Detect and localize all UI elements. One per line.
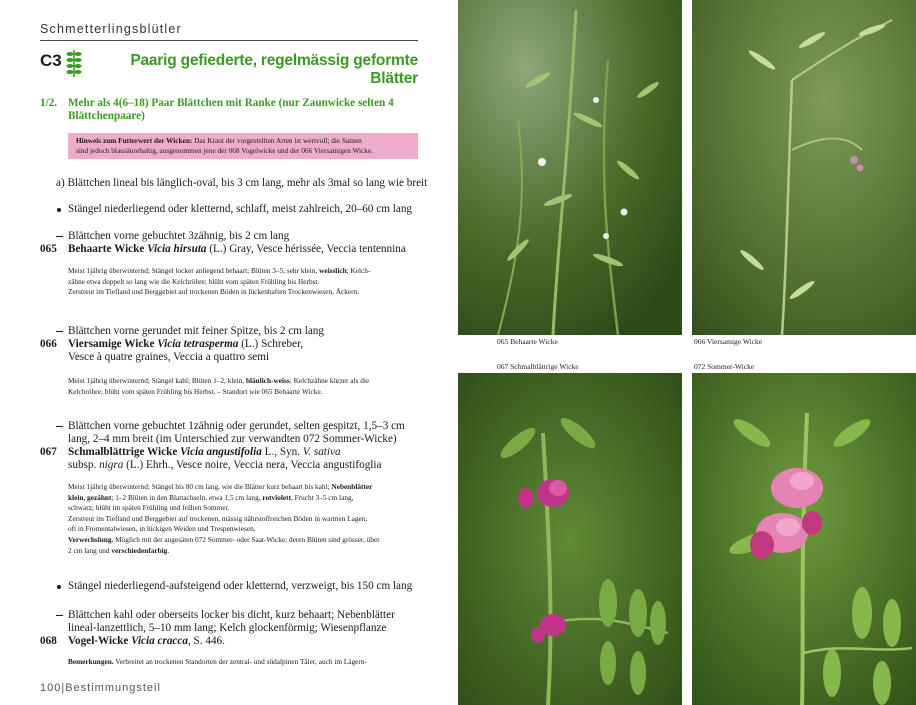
description-066 [68,376,420,397]
caption-067: 067 Schmalblättrige Wicke [497,362,579,371]
bullet-marker [57,208,61,212]
desc-066-1b: bläulich-weiss [245,376,290,385]
species-name-068: Vogel-Wicke [68,635,129,647]
key-bullet-1: Stängel niederliegend oder kletternd, schlaff, meist zahlreich, 20–60 cm lang [68,203,413,215]
photo-066 [692,0,916,335]
latin-name-068: Vicia cracca [131,635,188,647]
desc-067-5: oft in Fromentalwiesen, in lückigen Weiden und Trespenwiesen. [68,524,256,534]
species-line-068 [68,635,225,648]
desc-067-1a: Meist 1jährig überwinternd; Stängel bis 80 cm lang, wie die Blätter kurz behaart bis kahl; [68,482,332,491]
footer-label: Bestimmungsteil [65,682,161,694]
desc-067-2c: rotviolett [262,492,292,502]
desc-067-6b: Möglich mit der angesäten 072 Sommer- oder Saat-Wicke; deren Blüten sind grösser, über [113,534,380,544]
photo-066-image [692,0,916,335]
desc-067-7c: . [167,545,170,555]
species-number-067: 067 [40,446,57,458]
header-rule [40,40,418,41]
footer-separator: | [61,682,66,694]
caption-072: 072 Sommer-Wicke [694,362,755,371]
dash-marker [56,236,63,237]
photo-072 [692,373,916,705]
desc-067-4: Zerstreut im Tiefland und Berggebiet auf trockenen, mässig nährstoffreichen Böden in warmen Lagen, [68,513,368,523]
photo-065 [458,0,682,335]
synonym-067: V. sativa [302,446,341,458]
species-067-subsp: subsp. [68,459,100,471]
latin-name-066: Vicia tetrasperma [157,338,239,350]
description-067 [68,482,420,556]
key-065: Blättchen vorne gebuchtet 3zähnig, bis 2 cm lang [68,230,290,242]
note-text-1: Das Kraut der vorgestellten Arten ist wertvoll; die Samen [192,136,362,145]
desc-065-1c: ; Kelch- [346,266,371,275]
latin-name-067: Vicia angustifolia [180,446,262,458]
key-text-line1: Mehr als 4(6–18) Paar Blättchen mit Ranke (nur Zaunwicke selten 4 [68,97,394,109]
desc-067-1b: Nebenblätter [331,482,373,491]
species-line-065 [68,243,406,256]
key-068-2: lineal-lanzettlich, 5–10 mm lang; Kelch glockenförmig; Wiesenpflanze [68,622,387,634]
page-number: 100 [40,682,62,694]
desc-065-1a: Meist 1jährig überwinternd; Stängel locker anliegend behaart; Blüten 3–5, sehr klein, [68,266,320,275]
right-page [456,0,916,705]
photo-067 [458,373,682,705]
caption-066: 066 Viersamige Wicke [694,337,763,346]
desc-067-7b: verschiedenfarbig [111,545,168,555]
key-bullet-2: Stängel niederliegend-aufsteigend oder kletternd, verzweigt, bis 150 cm lang [68,580,413,592]
species-name-067: Schmalblättrige Wicke [68,446,178,458]
note-text-2: sind jedoch blausäurehaltig, ausgenommen jene der 068 Vogelwicke und der 066 Viersamigen Wicke. [76,146,374,156]
species-067-nigra: nigra [99,459,124,471]
remarks-068 [68,657,420,668]
photo-067-image [458,373,682,705]
note-label: Hinweis zum Futterwert der Wicken: [76,136,193,145]
desc-065-1b: weisslich [319,266,347,275]
left-page [0,0,456,705]
species-line-066 [68,338,303,351]
key-text-line2: Blättchenpaare) [68,110,145,122]
species-rest-065: (L.) Gray, Vesce hérissée, Veccia tentennina [206,243,406,255]
species-line-067 [68,446,341,459]
dash-marker [56,331,63,332]
desc-065-2: zähne etwa doppelt so lang wie die Kelchröhre; blüht vom späten Frühling bis Herbst. [68,276,320,286]
desc-066-1a: Meist 1jährig überwinternd; Stängel kahl; Blüten 1–2, klein, [68,376,246,385]
species-name-065: Behaarte Wicke [68,243,145,255]
bullet-marker [57,585,61,589]
dash-marker [56,426,63,427]
desc-067-3: schwarz; blüht im späten Frühling und frühen Sommer. [68,503,230,513]
photo-065-image [458,0,682,335]
key-066: Blättchen vorne gerundet mit feiner Spitze, bis 2 cm lang [68,325,324,337]
desc-067-2d: , Frucht 3–5 cm lang, [291,492,354,502]
page-footer [40,682,161,694]
photo-072-image [692,373,916,705]
key-067-1: Blättchen vorne gebuchtet 1zähnig oder gerundet, selten gespitzt, 1,5–3 cm [68,420,405,432]
species-number-068: 068 [40,635,57,647]
remark-label: Bemerkungen. [68,657,114,666]
latin-name-065: Vicia hirsuta [147,243,207,255]
remark-text: Verbreitet an trockenen Standorten der zentral- und südalpinen Täler, auch im Lägern- [113,657,367,666]
dash-marker [56,615,63,616]
key-number: 1/2. [40,97,58,109]
species-number-066: 066 [40,338,57,350]
key-067-2: lang, 2–4 mm breit (im Unterschied zur verwandten 072 Sommer-Wicke) [68,433,397,445]
desc-067-2b: ; 1–2 Blüten in den Blattachseln, etwa 1,5 cm lang, [111,492,263,502]
section-title: Paarig gefiederte, regelmässig geformte Blätter [130,52,418,87]
key-a: a) Blättchen lineal bis länglich-oval, bis 3 cm lang, mehr als 3mal so lang wie breit [56,177,428,189]
desc-067-2a: klein, gezähnt [68,492,112,502]
species-number-065: 065 [40,243,57,255]
running-header: Schmetterlingsblütler [40,22,182,36]
species-067-common: (L.) Ehrh., Vesce noire, Veccia nera, Veccia angustifoglia [123,459,382,471]
desc-065-3: Zerstreut im Tiefland und Berggebiet auf trockenen Böden in lückenhaften Trockenwiesen, Äckern. [68,287,360,297]
desc-066-2: Kelchröhre; blüht vom späten Frühling bis Herbst. – Standort wie 065 Behaarte Wicke. [68,386,323,396]
species-rest-066: (L.) Schreber, [238,338,304,350]
species-rest-068: , S. 446. [187,635,225,647]
species-name-066: Viersamige Wicke [68,338,155,350]
leaf-icon [65,48,83,78]
description-065 [68,266,420,298]
species-line-067-2 [68,459,381,472]
desc-067-7a: 2 cm lang und [68,545,112,555]
section-code: C3 [40,51,62,70]
fodder-note [76,136,412,157]
species-rest-067: L., Syn. [261,446,303,458]
caption-065: 065 Behaarte Wicke [497,337,558,346]
desc-066-1c: ; Kelchzähne kürzer als die [289,376,370,385]
species-line-066-2: Vesce à quatre graines, Veccia a quattro semi [68,351,270,363]
desc-067-6a: Verwechslung. [68,534,114,544]
key-068-1: Blättchen kahl oder oberseits locker bis dicht, kurz behaart; Nebenblätter [68,609,395,621]
